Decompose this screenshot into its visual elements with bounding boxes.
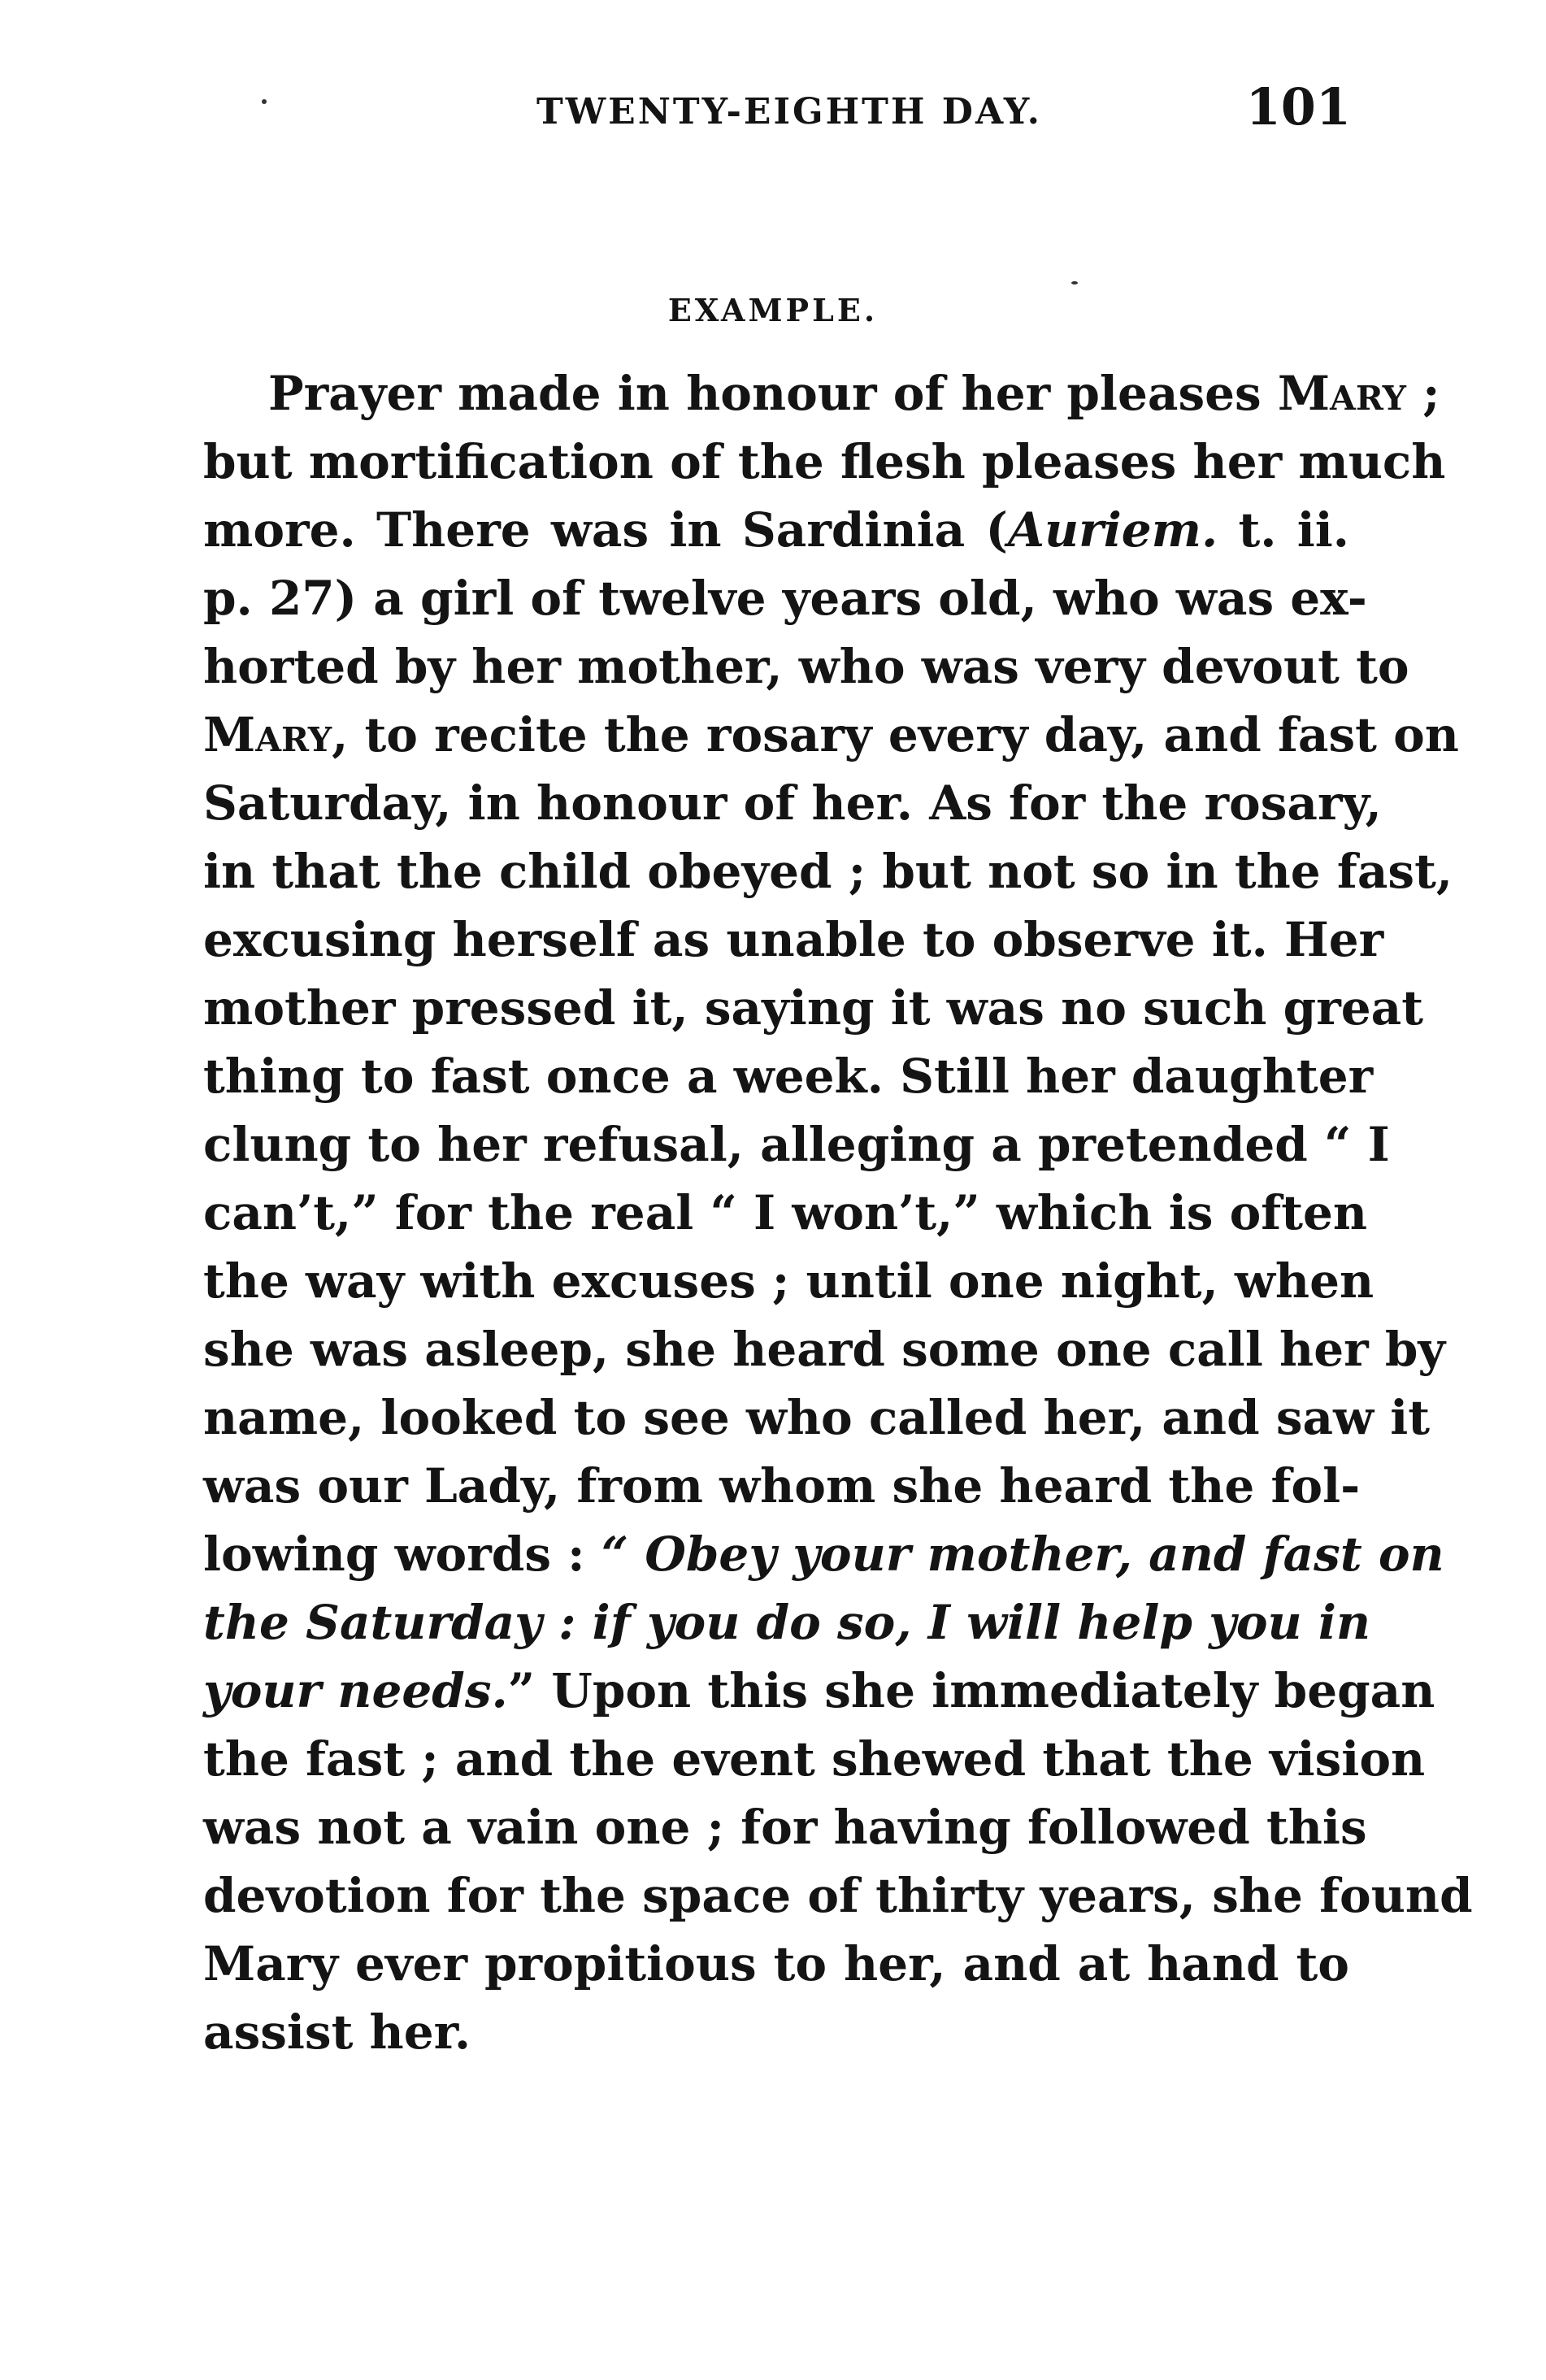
text-line [203, 701, 1459, 769]
text-run: horted by her mother, who was very devout to [203, 639, 1409, 694]
text-line [203, 1998, 1349, 2066]
text-line [203, 1861, 1473, 1930]
text-run: t. ii. [1218, 502, 1349, 558]
text-line [203, 1930, 1349, 1998]
text-run: , to recite the rosary every day, and fast on [332, 707, 1459, 762]
text-run: lowing words : [203, 1527, 601, 1582]
italic-run: your needs. [203, 1663, 508, 1718]
text-line [203, 496, 1349, 564]
text-run: was not a vain one ; for having followed this [203, 1800, 1367, 1855]
text-line [203, 1042, 1374, 1110]
text-line [203, 564, 1367, 632]
text-line [203, 1247, 1374, 1315]
italic-run: the Saturday : if you do so, I will help you in [203, 1595, 1371, 1650]
text-run: mother pressed it, saying it was no such great [203, 980, 1424, 1036]
text-run: Prayer made in honour of her pleases [268, 366, 1278, 421]
text-line [203, 906, 1384, 974]
text-line [203, 837, 1453, 906]
text-run: thing to fast once a week. Still her daughter [203, 1049, 1374, 1104]
text-line [203, 1588, 1371, 1657]
text-line [203, 769, 1382, 837]
text-line [203, 428, 1446, 496]
text-run: in that the child obeyed ; but not so in the fast, [203, 844, 1453, 899]
text-line [203, 1657, 1435, 1725]
text-run: name, looked to see who called her, and saw it [203, 1390, 1431, 1445]
text-run: can’t,” for the real “ I won’t,” which is often [203, 1185, 1368, 1240]
body-text [203, 359, 1473, 2066]
ink-speck [1071, 281, 1078, 284]
text-run: devotion for the space of thirty years, she found [203, 1868, 1473, 1923]
ink-speck [262, 99, 267, 104]
running-head-title: TWENTY-EIGHTH DAY. [536, 91, 1042, 132]
text-run: more. There was in Sardinia ( [203, 502, 1008, 558]
text-run: the fast ; and the event shewed that the vision [203, 1731, 1426, 1787]
text-line [203, 359, 1440, 428]
italic-run: “ Obey your mother, and fast on [601, 1527, 1444, 1582]
text-line [203, 1725, 1426, 1793]
text-line [203, 1452, 1361, 1520]
page-number: 101 [1245, 77, 1351, 137]
text-line [203, 632, 1409, 701]
text-run: Mary ever propitious to her, and at hand to [203, 1936, 1349, 1991]
text-run: ” Upon this she immediately began [507, 1663, 1435, 1718]
text-line [203, 1110, 1390, 1179]
text-line [203, 1315, 1446, 1383]
text-run: assist her. [203, 2004, 471, 2060]
small-caps-run: Mary [1277, 366, 1406, 421]
text-run: but mortification of the flesh pleases her much [203, 434, 1446, 489]
text-run: Saturday, in honour of her. As for the rosary, [203, 775, 1382, 831]
text-run: the way with excuses ; until one night, when [203, 1253, 1374, 1309]
text-run: clung to her refusal, alleging a pretended “ I [203, 1117, 1390, 1172]
section-heading: EXAMPLE. [667, 292, 879, 328]
italic-run: Auriem. [1007, 502, 1218, 558]
text-line [203, 1793, 1367, 1861]
text-run: she was asleep, she heard some one call her by [203, 1322, 1446, 1377]
text-line [203, 974, 1424, 1042]
text-run: ; [1405, 366, 1440, 421]
text-line [203, 1520, 1444, 1588]
text-line [203, 1179, 1368, 1247]
small-caps-run: Mary [203, 707, 332, 762]
text-run: excusing herself as unable to observe it. Her [203, 912, 1384, 967]
text-line [203, 1383, 1431, 1452]
text-run: p. 27) a girl of twelve years old, who was ex- [203, 571, 1367, 626]
text-run: was our Lady, from whom she heard the fol- [203, 1458, 1361, 1514]
